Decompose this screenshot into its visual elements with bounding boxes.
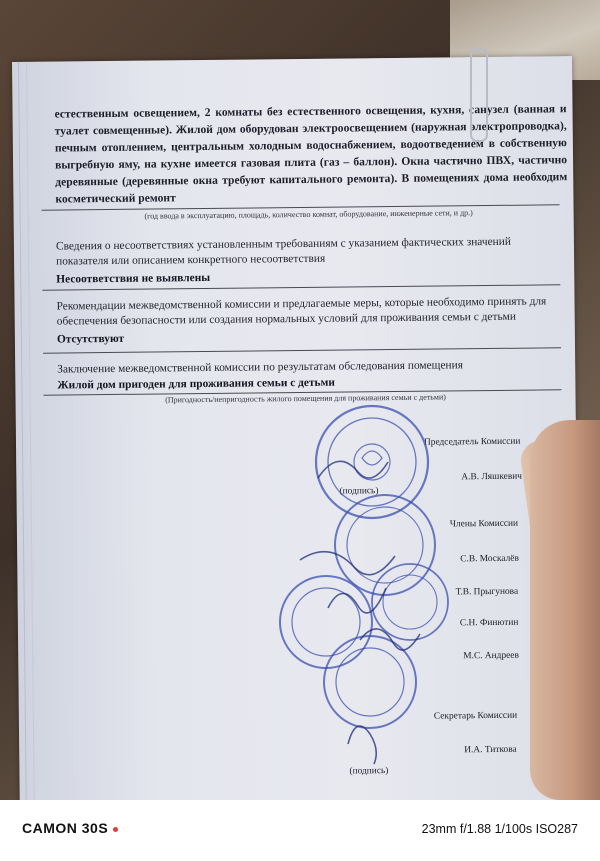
camera-exif: 23mm f/1.88 1/100s ISO287: [421, 822, 578, 836]
hand: [530, 420, 600, 800]
paragraph-hint: (год ввода в эксплуатацию, площадь, количество комнат, оборудование, инженерные сети, и др.): [144, 208, 473, 221]
section3-value: Жилой дом пригоден для проживания семьи с детьми: [57, 376, 335, 392]
description-paragraph: естественным освещением, 2 комнаты без естественного освещения, кухня, санузел (ванная и туалет совмещенные). Жилой дом оборудован электроосвещением (наружная электропроводка), печным отоплением, центральным холодным водоснабжением, водоотведением в собственную выгребную яму, на кухне имеется газовая плита (газ – баллон). Окна частично ПВХ, частично деревянные (деревянные окна требуют капитального ремонта). В помещениях дома необходим косметический ремонт: [54, 102, 568, 206]
section2-label: Рекомендации межведомственной комиссии и предлагаемые меры, которые необходимо принять для обеспечения безопасности или создания нормальных условий для проживания семьи с детьми: [56, 295, 547, 328]
document-sheet: [12, 56, 580, 800]
member-name: М.С. Андреев: [463, 650, 519, 662]
brand-dot-icon: [113, 827, 118, 832]
secretary-name: И.А. Титкова: [464, 744, 517, 756]
section3-hint: (Пригодность/непригодность жилого помещения для проживания семьи с детьми): [165, 392, 446, 405]
margin-line: [18, 62, 27, 800]
section1-label: Сведения о несоответствиях установленным требованиям с указанием фактических значений показателя или описанием конкретного несоответствия: [55, 235, 511, 268]
chair-name: А.В. Ляшкевич: [461, 471, 523, 483]
camera-watermark-bar: [0, 800, 600, 861]
section2-value: Отсутствуют: [56, 332, 125, 346]
member-name: С.В. Москалёв: [460, 553, 519, 565]
margin-line: [26, 62, 35, 800]
underline: [43, 347, 561, 353]
section3-label: Заключение межведомственной комиссии по результатам обследования помещения: [57, 359, 463, 376]
secretary-sign-hint: (подпись): [349, 766, 389, 777]
camera-model: CAMON 30S: [22, 820, 118, 836]
chair-title: Председатель Комиссии: [423, 436, 521, 448]
members-title: Члены Комиссии: [449, 518, 519, 530]
section1-value: Несоответствия не выявлены: [56, 271, 211, 286]
member-name: С.Н. Финютин: [459, 617, 519, 629]
chair-sign-hint: (подпись): [339, 486, 379, 497]
member-name: Т.В. Прыгунова: [455, 586, 519, 598]
secretary-title: Секретарь Комиссии: [433, 710, 518, 722]
paper-clip: [470, 48, 488, 142]
